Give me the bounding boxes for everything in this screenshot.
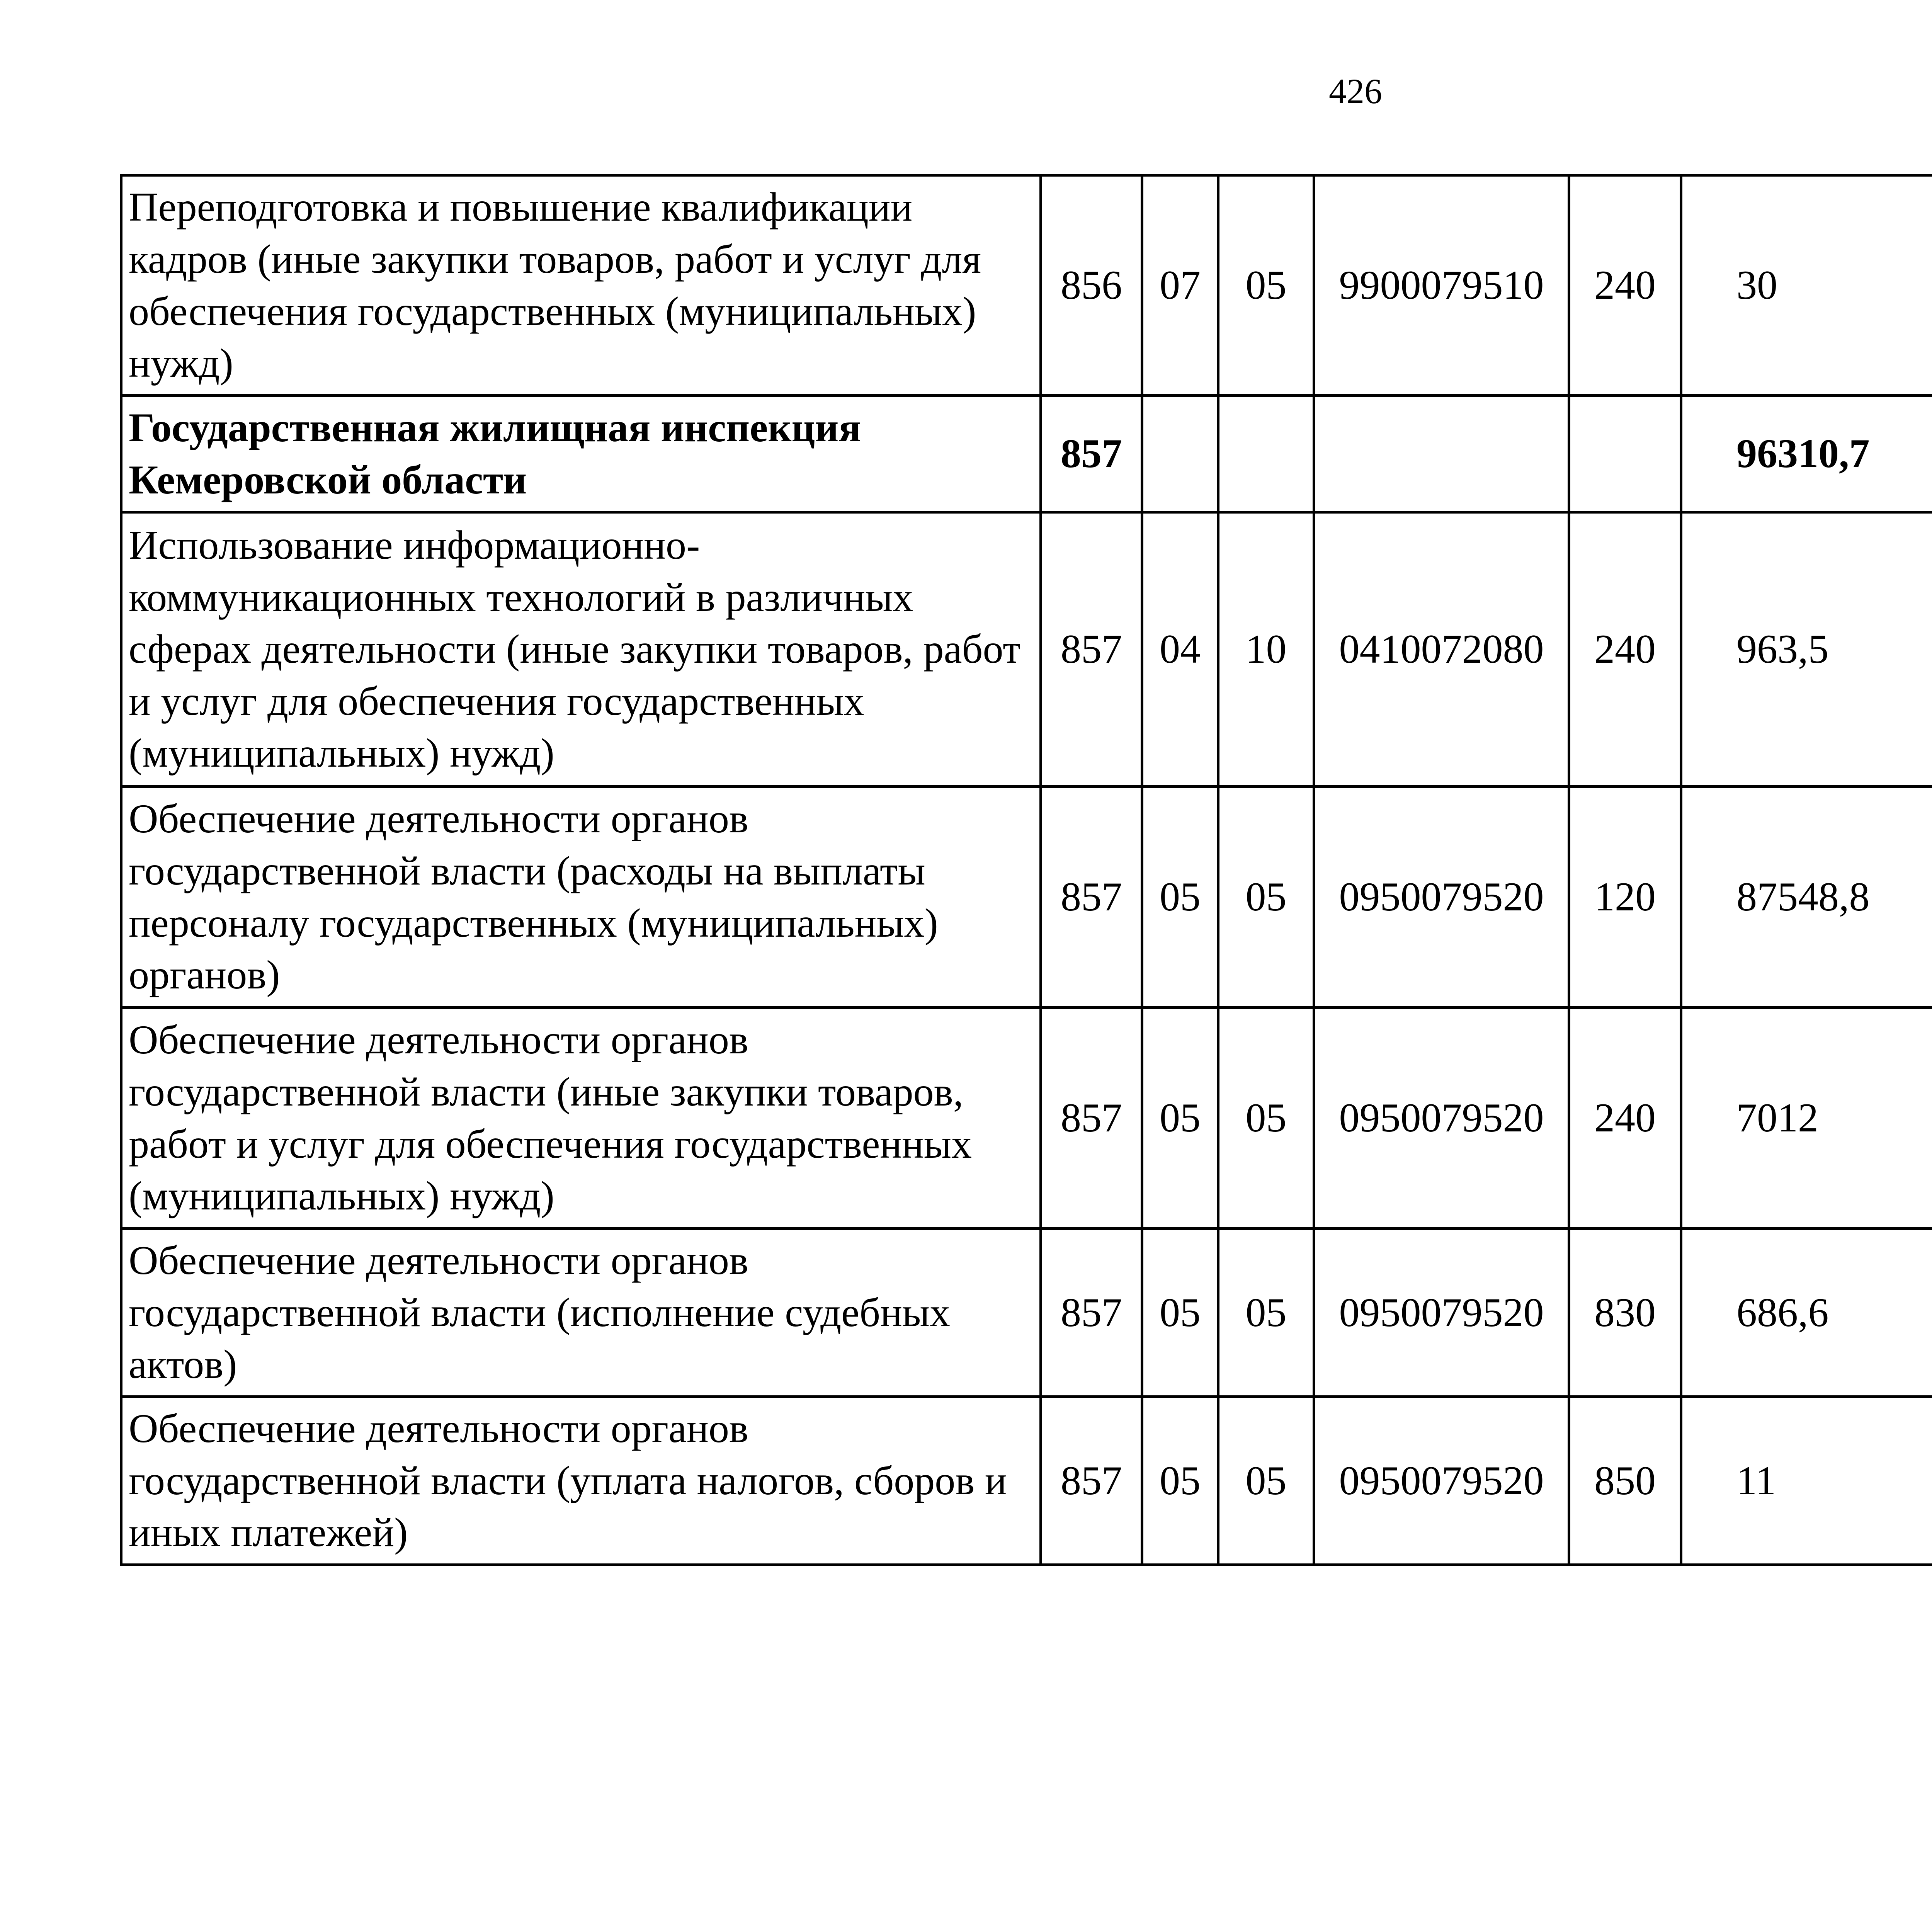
section-code-cell: 05 bbox=[1142, 1008, 1218, 1229]
expense-type-cell bbox=[1569, 396, 1681, 512]
admin-code-cell: 857 bbox=[1041, 1397, 1142, 1565]
target-article-cell: 0950079520 bbox=[1314, 787, 1569, 1008]
subsection-code-cell: 05 bbox=[1218, 787, 1314, 1008]
expense-name-cell: Обеспечение деятельности органов государственной власти (уплата налогов, сборов и иных платежей) bbox=[121, 1397, 1041, 1565]
table-row bbox=[121, 175, 1932, 396]
admin-code-cell: 857 bbox=[1041, 396, 1142, 512]
subsection-code-cell bbox=[1218, 396, 1314, 512]
section-code-cell: 07 bbox=[1142, 175, 1218, 396]
page-number: 426 bbox=[1329, 71, 1382, 111]
admin-code-cell: 857 bbox=[1041, 787, 1142, 1008]
expense-name-cell: Государственная жилищная инспекция Кемеровской области bbox=[121, 396, 1041, 512]
table-row bbox=[121, 512, 1932, 787]
admin-code-cell: 856 bbox=[1041, 175, 1142, 396]
expense-name-cell: Обеспечение деятельности органов государственной власти (иные закупки товаров, работ и услуг для обеспечения государственных (муниципальных) нужд) bbox=[121, 1008, 1041, 1229]
section-code-cell: 05 bbox=[1142, 1229, 1218, 1397]
budget-table bbox=[120, 174, 1932, 1566]
subsection-code-cell: 10 bbox=[1218, 512, 1314, 787]
target-article-cell: 9900079510 bbox=[1314, 175, 1569, 396]
target-article-cell bbox=[1314, 396, 1569, 512]
target-article-cell: 0950079520 bbox=[1314, 1229, 1569, 1397]
expense-type-cell: 830 bbox=[1569, 1229, 1681, 1397]
target-article-cell: 0410072080 bbox=[1314, 512, 1569, 787]
target-article-cell: 0950079520 bbox=[1314, 1008, 1569, 1229]
table-row-total bbox=[121, 396, 1932, 512]
section-code-cell: 05 bbox=[1142, 787, 1218, 1008]
table-row bbox=[121, 1229, 1932, 1397]
amount-year1-cell: 686,6 bbox=[1681, 1229, 1932, 1397]
expense-type-cell: 240 bbox=[1569, 512, 1681, 787]
table-row bbox=[121, 1008, 1932, 1229]
amount-year1-cell: 963,5 bbox=[1681, 512, 1932, 787]
expense-type-cell: 240 bbox=[1569, 175, 1681, 396]
expense-type-cell: 240 bbox=[1569, 1008, 1681, 1229]
expense-name-cell: Обеспечение деятельности органов государственной власти (расходы на выплаты персоналу государственных (муниципальных) органов) bbox=[121, 787, 1041, 1008]
amount-year1-cell: 96310,7 bbox=[1681, 396, 1932, 512]
expense-name-cell: Использование информационно-коммуникационных технологий в различных сферах деятельности (иные закупки товаров, работ и услуг для обеспечения государственных (муниципальных) нужд) bbox=[121, 512, 1041, 787]
subsection-code-cell: 05 bbox=[1218, 1229, 1314, 1397]
admin-code-cell: 857 bbox=[1041, 1008, 1142, 1229]
table-row bbox=[121, 787, 1932, 1008]
section-code-cell bbox=[1142, 396, 1218, 512]
amount-year1-cell: 87548,8 bbox=[1681, 787, 1932, 1008]
admin-code-cell: 857 bbox=[1041, 1229, 1142, 1397]
amount-year1-cell: 7012 bbox=[1681, 1008, 1932, 1229]
amount-year1-cell: 11 bbox=[1681, 1397, 1932, 1565]
expense-type-cell: 850 bbox=[1569, 1397, 1681, 1565]
amount-year1-cell: 30 bbox=[1681, 175, 1932, 396]
expense-name-cell: Переподготовка и повышение квалификации кадров (иные закупки товаров, работ и услуг для обеспечения государственных (муниципальных) нужд) bbox=[121, 175, 1041, 396]
expense-type-cell: 120 bbox=[1569, 787, 1681, 1008]
table-row bbox=[121, 1397, 1932, 1565]
section-code-cell: 05 bbox=[1142, 1397, 1218, 1565]
subsection-code-cell: 05 bbox=[1218, 1397, 1314, 1565]
section-code-cell: 04 bbox=[1142, 512, 1218, 787]
expense-name-cell: Обеспечение деятельности органов государственной власти (исполнение судебных актов) bbox=[121, 1229, 1041, 1397]
admin-code-cell: 857 bbox=[1041, 512, 1142, 787]
subsection-code-cell: 05 bbox=[1218, 175, 1314, 396]
target-article-cell: 0950079520 bbox=[1314, 1397, 1569, 1565]
subsection-code-cell: 05 bbox=[1218, 1008, 1314, 1229]
